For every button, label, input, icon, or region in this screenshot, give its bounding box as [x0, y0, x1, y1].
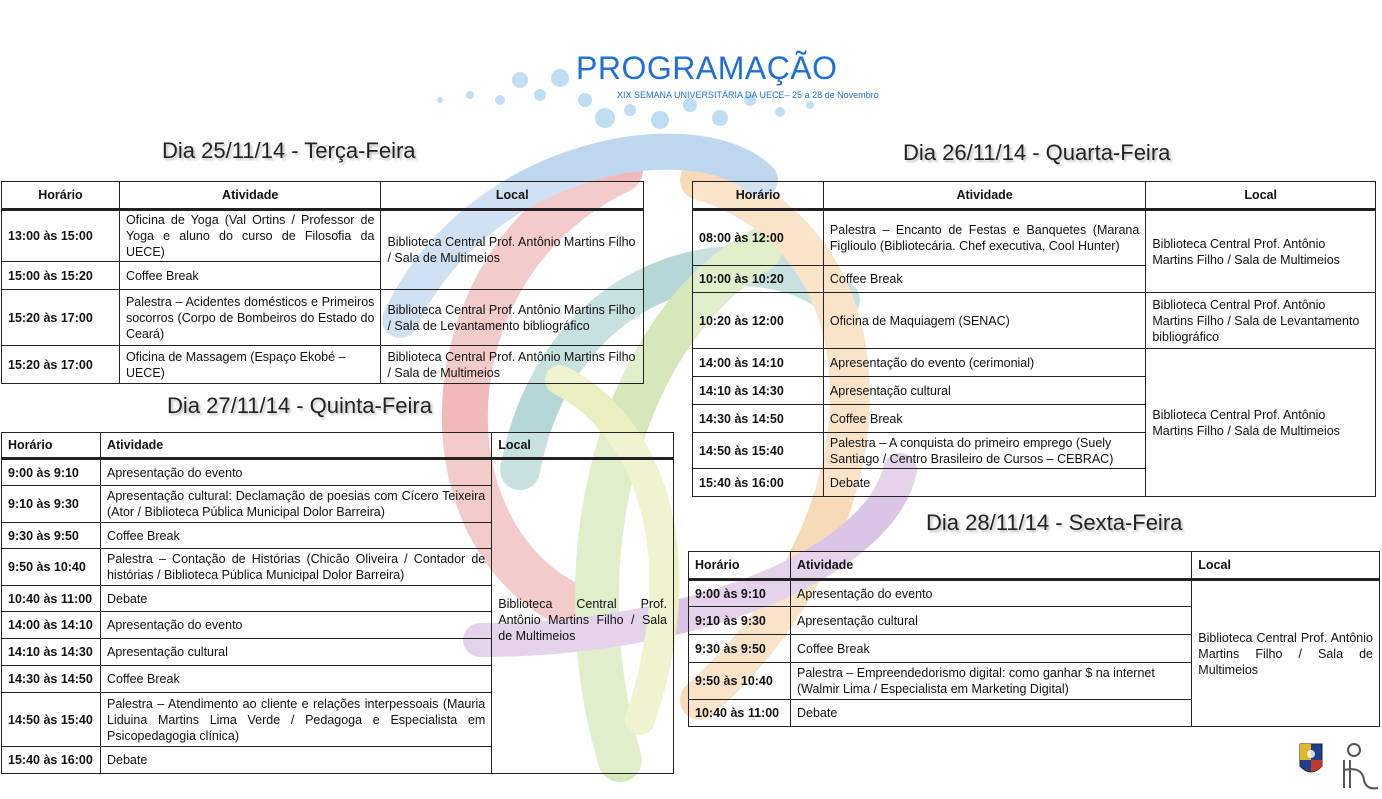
row-activity: Palestra – Empreendedorismo digital: como ganhar $ na internet (Walmir Lima / Especialista em Marketing Digital) [790, 663, 1191, 700]
col-horario: Horário [2, 182, 120, 210]
row-time: 15:20 às 17:00 [2, 346, 120, 384]
row-local: Biblioteca Central Prof. Antônio Martins Filho / Sala de Multimeios [1192, 580, 1380, 727]
library-logo [1344, 744, 1378, 788]
day4-table [688, 551, 1380, 727]
table-row [2, 346, 644, 384]
row-activity: Coffee Break [790, 635, 1191, 663]
day1-table [1, 181, 644, 384]
row-activity: Coffee Break [100, 666, 491, 693]
row-time: 9:00 às 9:10 [2, 459, 101, 486]
row-activity: Debate [823, 469, 1145, 497]
row-activity: Apresentação cultural [790, 607, 1191, 635]
row-local: Biblioteca Central Prof. Antônio Martins Filho / Sala de Multimeios [492, 459, 674, 774]
page-title: PROGRAMAÇÃO [576, 50, 838, 86]
institution-logos [1292, 740, 1382, 796]
col-atividade: Atividade [823, 182, 1145, 210]
row-activity: Apresentação do evento [100, 612, 491, 639]
row-time: 14:30 às 14:50 [2, 666, 101, 693]
row-activity: Coffee Break [100, 523, 491, 549]
row-time: 9:00 às 9:10 [689, 580, 791, 607]
row-time: 15:40 às 16:00 [693, 469, 824, 497]
row-time: 10:00 às 10:20 [693, 266, 824, 293]
uece-logo [1300, 744, 1322, 772]
day3-table [1, 432, 674, 774]
row-activity: Debate [100, 747, 491, 774]
row-time: 15:40 às 16:00 [2, 747, 101, 774]
row-time: 10:20 às 12:00 [693, 293, 824, 349]
row-time: 9:10 às 9:30 [689, 607, 791, 635]
row-activity: Oficina de Yoga (Val Ortins / Professor de Yoga e aluno do curso de Filosofia da UECE) [119, 210, 381, 262]
row-time: 9:10 às 9:30 [2, 486, 101, 523]
col-atividade: Atividade [119, 182, 381, 210]
row-time: 14:10 às 14:30 [693, 377, 824, 405]
day1-title: Dia 25/11/14 - Terça-Feira [162, 138, 416, 163]
row-activity: Apresentação do evento [790, 580, 1191, 607]
row-time: 14:50 às 15:40 [693, 433, 824, 469]
row-time: 13:00 às 15:00 [2, 210, 120, 262]
col-local: Local [1146, 182, 1376, 210]
row-activity: Apresentação cultural: Declamação de poesias com Cícero Teixeira (Ator / Biblioteca Pública Municipal Dolor Barreira) [100, 486, 491, 523]
page-subtitle: XIX SEMANA UNIVERSITÁRIA DA UECE– 25 a 28 de Novembro [617, 90, 879, 100]
table-row [2, 290, 644, 346]
row-activity: Apresentação do evento [100, 459, 491, 486]
row-activity: Apresentação cultural [823, 377, 1145, 405]
row-activity: Coffee Break [119, 262, 381, 290]
row-time: 10:40 às 11:00 [689, 700, 791, 727]
col-atividade: Atividade [100, 433, 491, 459]
table-row [2, 210, 644, 262]
table-row [693, 349, 1376, 377]
col-local: Local [381, 182, 644, 210]
row-activity: Palestra – Encanto de Festas e Banquetes (Marana Figlioulo (Bibliotecária. Chef executiva, Cool Hunter) [823, 210, 1145, 266]
table-row [693, 210, 1376, 266]
row-activity: Palestra – Atendimento ao cliente e relações interpessoais (Mauria Liduina Martins Lima Verde / Pedagoga e Especialista em Psicopedagogia clínica) [100, 693, 491, 747]
row-time: 14:00 às 14:10 [693, 349, 824, 377]
row-time: 9:30 às 9:50 [2, 523, 101, 549]
row-activity: Coffee Break [823, 266, 1145, 293]
row-time: 9:30 às 9:50 [689, 635, 791, 663]
row-activity: Palestra – A conquista do primeiro emprego (Suely Santiago / Centro Brasileiro de Cursos – CEBRAC) [823, 433, 1145, 469]
row-activity: Palestra – Contação de Histórias (Chicão Oliveira / Contador de histórias / Biblioteca Pública Municipal Dolor Barreira) [100, 549, 491, 586]
row-activity: Oficina de Maquiagem (SENAC) [823, 293, 1145, 349]
table-row [2, 459, 674, 486]
row-activity: Debate [100, 586, 491, 612]
row-time: 14:10 às 14:30 [2, 639, 101, 666]
day2-title: Dia 26/11/14 - Quarta-Feira [903, 140, 1171, 165]
row-activity: Palestra – Acidentes domésticos e Primeiros socorros (Corpo de Bombeiros do Estado do Ceará) [119, 290, 381, 346]
row-local: Biblioteca Central Prof. Antônio Martins Filho / Sala de Multimeios [1146, 349, 1376, 497]
col-horario: Horário [689, 552, 791, 580]
row-local: Biblioteca Central Prof. Antônio Martins Filho / Sala de Levantamento bibliográfico [1146, 293, 1376, 349]
table-row [693, 293, 1376, 349]
day4-title: Dia 28/11/14 - Sexta-Feira [926, 510, 1183, 535]
row-time: 9:50 às 10:40 [689, 663, 791, 700]
day2-table [692, 181, 1376, 497]
row-activity: Apresentação cultural [100, 639, 491, 666]
table-row [689, 580, 1380, 607]
row-time: 14:50 às 15:40 [2, 693, 101, 747]
col-horario: Horário [2, 433, 101, 459]
row-time: 10:40 às 11:00 [2, 586, 101, 612]
row-activity: Coffee Break [823, 405, 1145, 433]
col-horario: Horário [693, 182, 824, 210]
col-local: Local [492, 433, 674, 459]
row-activity: Oficina de Massagem (Espaço Ekobé – UECE) [119, 346, 381, 384]
row-time: 15:20 às 17:00 [2, 290, 120, 346]
row-time: 9:50 às 10:40 [2, 549, 101, 586]
col-local: Local [1192, 552, 1380, 580]
day3-title: Dia 27/11/14 - Quinta-Feira [167, 393, 432, 418]
row-activity: Apresentação do evento (cerimonial) [823, 349, 1145, 377]
row-time: 14:30 às 14:50 [693, 405, 824, 433]
row-activity: Debate [790, 700, 1191, 727]
row-time: 08:00 às 12:00 [693, 210, 824, 266]
row-local: Biblioteca Central Prof. Antônio Martins Filho / Sala de Multimeios [381, 210, 644, 290]
row-local: Biblioteca Central Prof. Antônio Martins Filho / Sala de Levantamento bibliográfico [381, 290, 644, 346]
row-local: Biblioteca Central Prof. Antônio Martins Filho / Sala de Multimeios [1146, 210, 1376, 293]
row-time: 15:00 às 15:20 [2, 262, 120, 290]
col-atividade: Atividade [790, 552, 1191, 580]
row-local: Biblioteca Central Prof. Antônio Martins Filho / Sala de Multimeios [381, 346, 644, 384]
row-time: 14:00 às 14:10 [2, 612, 101, 639]
